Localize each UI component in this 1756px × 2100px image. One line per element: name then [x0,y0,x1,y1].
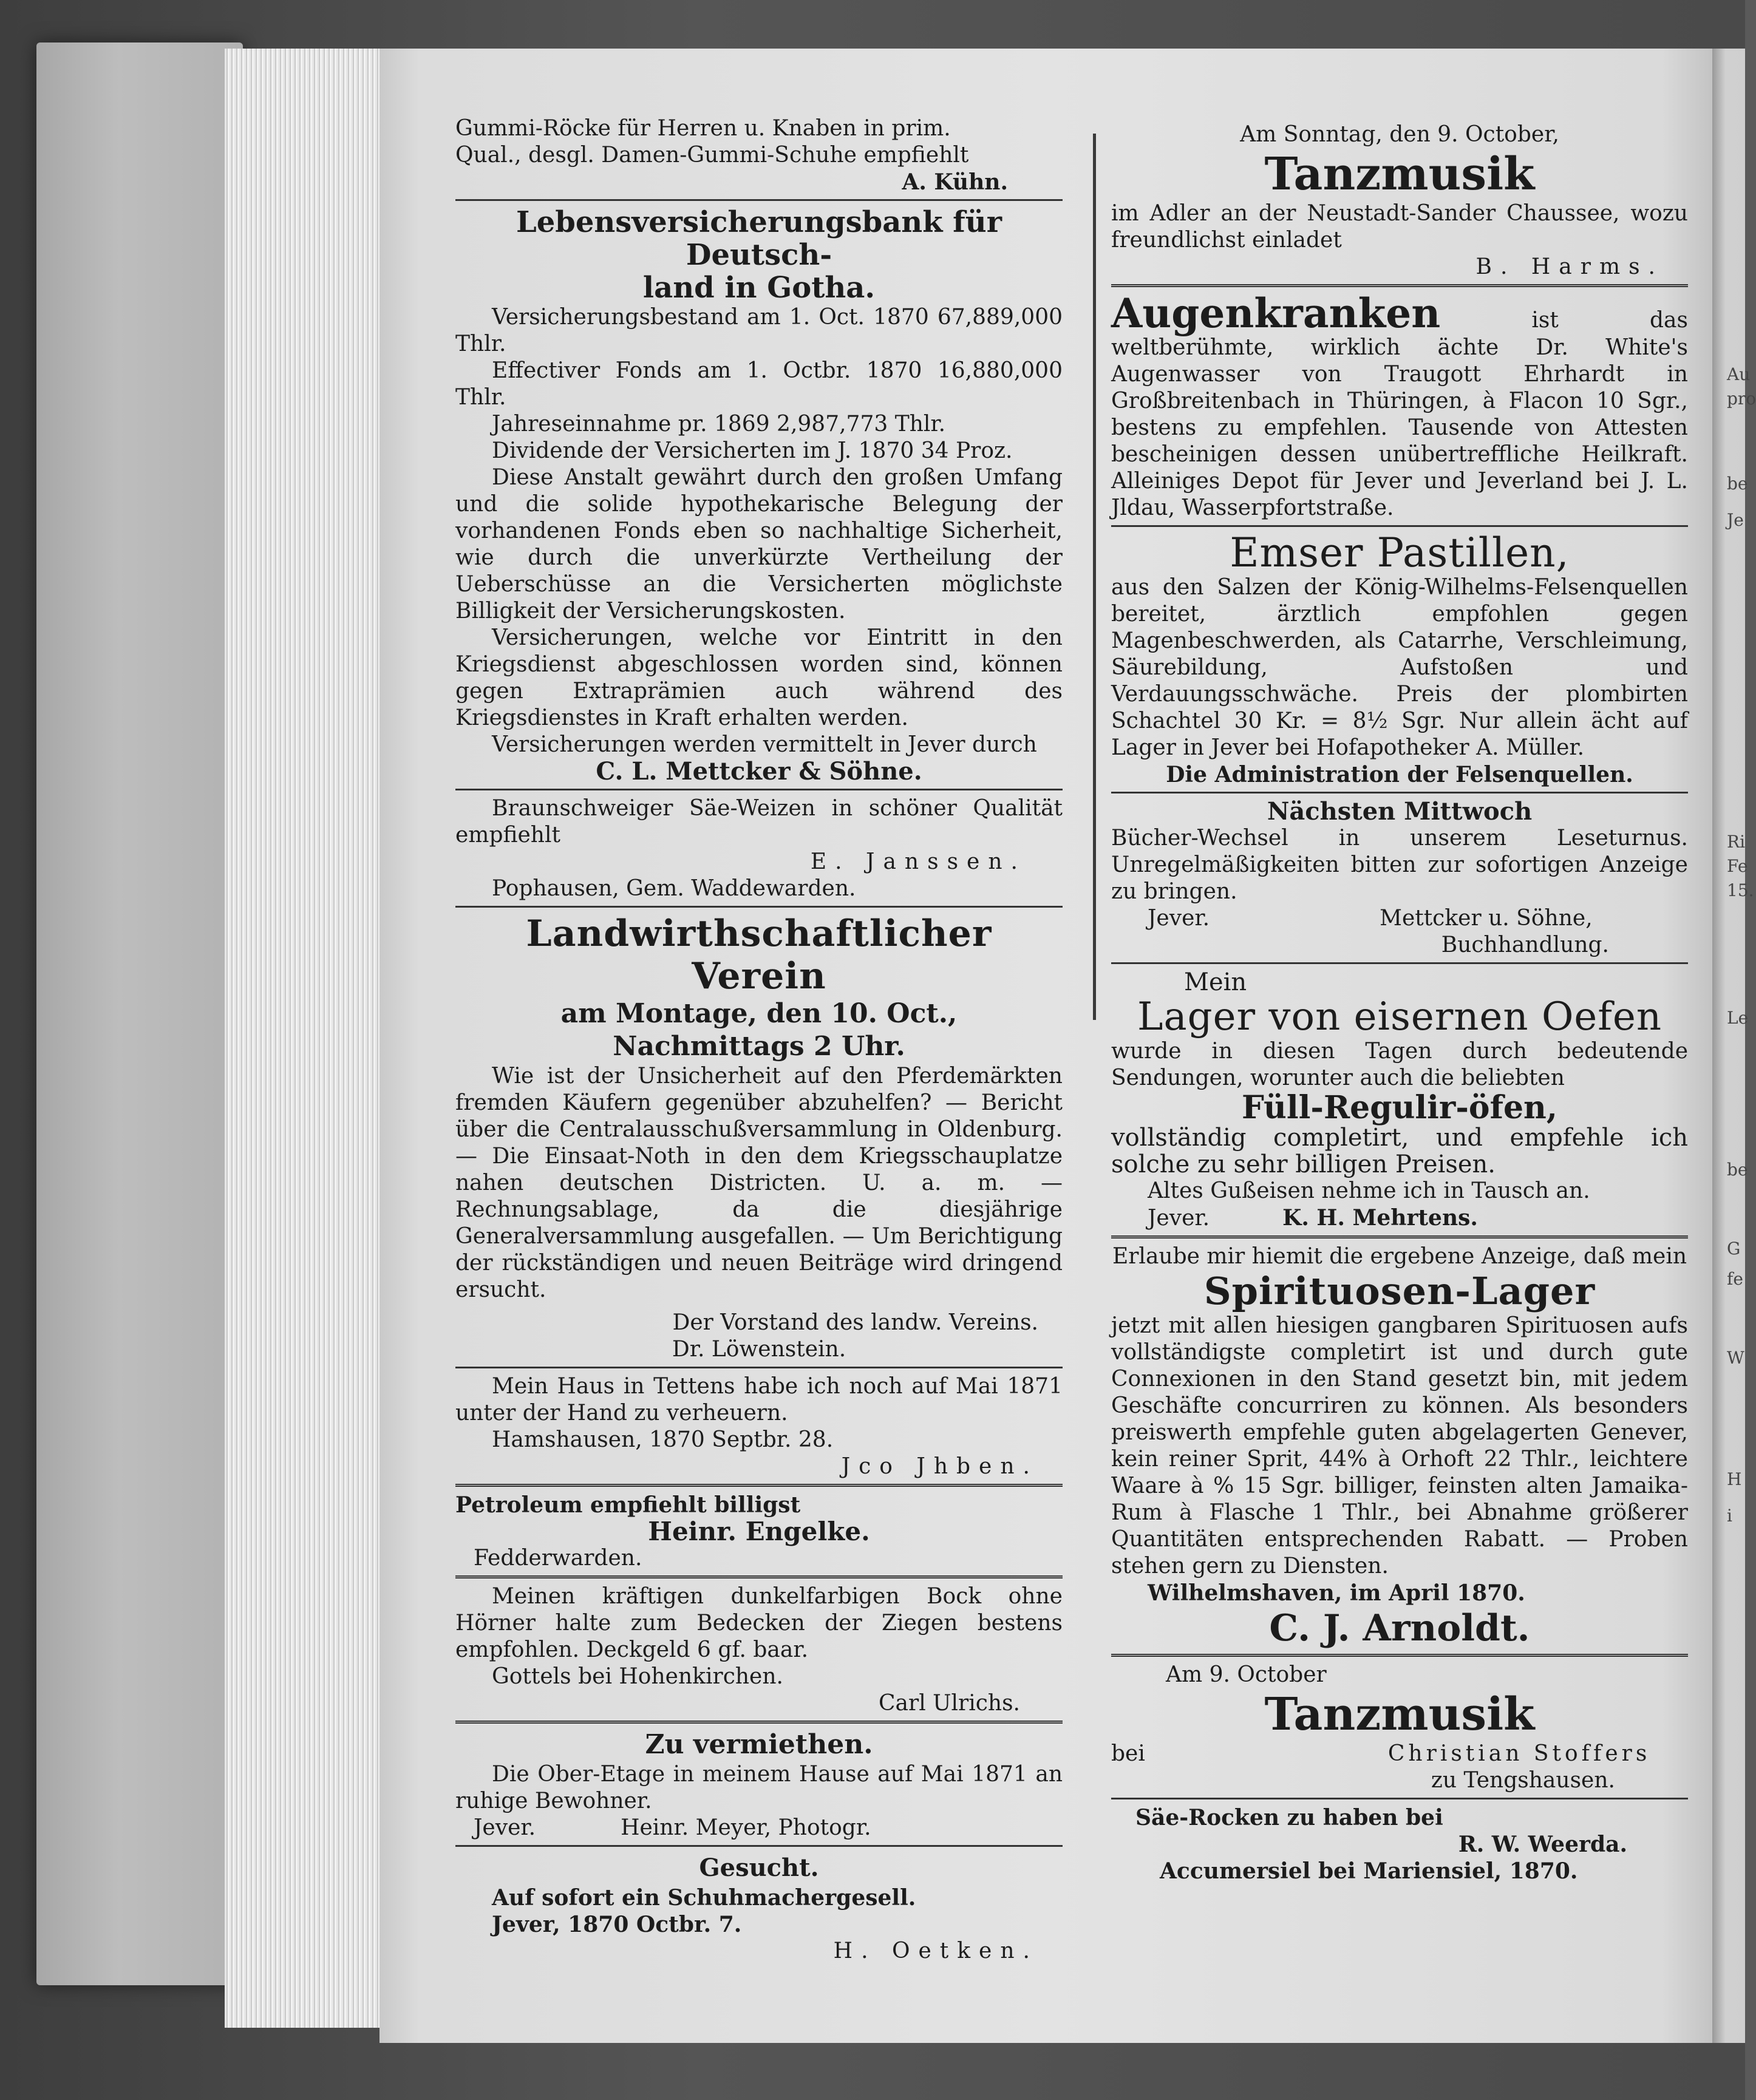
rule [455,789,1063,790]
ad-text: Braunschweiger Säe-Weizen in schöner Qualität empfiehlt [455,796,1063,848]
ad-text: Jahreseinnahme pr. 1869 2,987,773 Thlr. [492,412,946,437]
ad-sign-line [1111,1741,1688,1767]
fragment: i [1727,1506,1732,1526]
fragment: fe [1727,1269,1743,1289]
ad-text: jetzt mit allen hiesigen gangbaren Spirituosen aufs vollständigste completirt ist und durch gute Connexionen in den Stand gesetzt bin, mit jedem Geschäfte concurriren zu können. Als besonders preiswerth empfehle guten abgelagerten Genever, kein reiner Sprit, 44% à Orhoft 22 Thlr., leichtere Waare à % 15 Sgr. billiger, feinsten alten Jamaika-Rum à Flasche 1 Thlr., bei Abnahme größerer Quantitäten entsprechenden Rabatt. — Proben stehen gern zu Diensten. [1111,1313,1688,1578]
ad-text: Erlaube mir hiemit die ergebene Anzeige, daß mein [1112,1244,1687,1269]
ad-title: Landwirthschaftlicher Verein [526,912,992,997]
fragment: Au [1727,364,1751,384]
ad-text: Die Ober-Etage in meinem Hause auf Mai 1871 an ruhige Bewohner. [455,1762,1063,1813]
ad-text: Altes Gußeisen nehme ich in Tausch an. [1148,1178,1590,1203]
ad-text: Am Sonntag, den 9. October, [1240,122,1559,147]
ad-title: Lager von eisernen Oefen [1137,994,1662,1039]
ad-title: land in Gotha. [642,271,876,305]
rule [1111,1654,1688,1657]
ad-text: Diese Anstalt gewährt durch den großen Umfang und die solide hypothekarische Belegung der vorhandenen Fonds eben so nachhaltige Sicherheit, wie durch die unverkürzte Vertheilung der Ueberschüsse an die Versicherten möglichste Billigkeit der Versicherungskosten. [455,465,1063,624]
ad-text: Gummi-Röcke für Herren u. Knaben in prim. [455,116,951,141]
ad-text: Petroleum empfiehlt billigst [455,1492,801,1518]
ad-text: Mein [1184,968,1247,996]
ad-text: wurde in diesen Tagen durch bedeutende Sendungen, worunter auch die beliebten [1111,1039,1688,1090]
fragment: Le [1727,1008,1749,1028]
rule [1111,525,1688,527]
ad-signature: B. Harms. [1475,254,1664,279]
ad-petroleum [455,1492,1063,1572]
ad-text: vollständig completirt, und empfehle ich solche zu sehr billigen Preisen. [1111,1124,1688,1178]
ad-signature: Heinr. Engelke. [648,1517,870,1546]
ad-title: Gesucht. [699,1854,819,1882]
ad-sign-line [1111,905,1688,932]
ad-signature: H. Oetken. [833,1939,1038,1963]
rule [455,1484,1063,1487]
ad-tanzmusik-adler [1111,121,1688,280]
ad-text: Bücher-Wechsel in unserem Leseturnus. Unregelmäßigkeiten bitten zur sofortigen Anzeige zu bringen. [1111,826,1688,904]
ad-highlight: Füll-Regulir-öfen, [1242,1089,1557,1126]
ad-text: Versicherungsbestand am 1. Oct. 1870 67,889,000 Thlr. [455,305,1063,356]
ad-signature: Heinr. Meyer, Photogr. [621,1815,871,1840]
ad-text: im Adler an der Neustadt-Sander Chaussee, wozu freundlichst einladet [1111,201,1688,253]
ad-signature: Christian Stoffers [1387,1741,1651,1766]
ad-text: Pophausen, Gem. Waddewarden. [492,876,856,901]
ad-signature: A. Kühn. [902,169,1008,195]
ad-text: Versicherungen werden vermittelt in Jever durch [492,732,1037,757]
ad-lebensversicherung [455,206,1063,785]
ad-gummi-roecke [455,115,1063,195]
ad-text: Am 9. October [1166,1662,1327,1687]
right-column [1111,121,1688,1884]
ad-title: Tanzmusik [1264,1688,1535,1741]
fragment: W [1727,1348,1744,1368]
ad-eiserne-oefen [1111,969,1688,1232]
ad-saeweizen [455,795,1063,902]
ad-text: Wilhelmshaven, im April 1870. [1148,1580,1525,1606]
ad-text: Effectiver Fonds am 1. Octbr. 1870 16,880,000 Thlr. [455,358,1063,410]
ad-text: Jever, 1870 Octbr. 7. [492,1912,742,1937]
ad-text: Gottels bei Hohenkirchen. [492,1664,783,1689]
ad-lead: Augenkranken [1111,290,1441,337]
rule [455,1845,1063,1847]
fragment: be [1727,474,1748,494]
ad-title: Spirituosen-Lager [1203,1269,1596,1313]
ad-sign-line [455,1815,1063,1841]
ad-signature: Carl Ulrichs. [878,1691,1020,1716]
fragment: Fe [1727,856,1748,876]
ad-sign-line [1111,1205,1688,1232]
rule [1111,284,1688,287]
ad-text-block [1111,292,1688,522]
ad-tanzmusik-stoffers [1111,1662,1688,1794]
fragment: 15. [1727,880,1754,900]
rule [1111,1798,1688,1799]
ad-text: Qual., desgl. Damen-Gummi-Schuhe empfiehlt [455,143,969,168]
ad-signature: C. J. Arnoldt. [1269,1607,1530,1650]
ad-text: Versicherungen, welche vor Eintritt in den Kriegsdienst abgeschlossen worden sind, können gegen Extraprämien auch während des Kriegsdienstes in Kraft erhalten werden. [455,625,1063,730]
column-divider [1093,134,1096,1020]
ad-text: Fedderwarden. [474,1546,642,1571]
fragment: be [1727,1160,1748,1180]
ad-saerocken [1111,1804,1688,1884]
ad-place: Jever. [1148,1206,1210,1231]
ad-place: Jever. [1148,906,1210,931]
ad-subtitle: Nachmittags 2 Uhr. [613,1031,905,1062]
ad-text: Hamshausen, 1870 Septbr. 28. [492,1427,834,1452]
ad-text: ist das weltberühmte, wirklich ächte Dr. White's Augenwasser von Traugott Ehrhardt in Großbreitenbach in Thüringen, à Flacon 10 Sgr., bestens zu empfehlen. Tausende von Attesten bescheinigen dessen unübertreffliche Heilkraft. Alleiniges Depot für Jever und Jeverland bei J. L. Jldau, Wasserpfortstraße. [1111,308,1688,520]
ad-text: Mein Haus in Tettens habe ich noch auf Mai 1871 unter der Hand zu verheuern. [455,1374,1063,1425]
ad-signature: E. Janssen. [810,849,1026,874]
rule [1111,792,1688,793]
rule [455,906,1063,908]
ad-signature: Die Administration der Felsenquellen. [1166,762,1633,787]
ad-text: Wie ist der Unsicherheit auf den Pferdemärkten fremden Käufern gegenüber abzuhelfen? — Bericht über die Centralausschußversammlung in Oldenburg. — Die Einsaat-Noth in den dem Kriegsschauplatze nahen deutschen Districten. U. a. m. — Rechnungsablage, da die diesjährige Generalversammlung ausgefallen. — Um Berichtigung der rückständigen und neuen Beiträge wird dringend ersucht. [455,1064,1063,1302]
ad-emser-pastillen [1111,529,1688,788]
fragment: G [1727,1239,1741,1259]
rule [455,199,1063,201]
fragment: Je [1727,510,1744,530]
ad-landwirthschaftlicher-verein [455,912,1063,1363]
rule [455,1575,1063,1578]
ad-text: Meinen kräftigen dunkelfarbigen Bock ohne Hörner halte zum Bedecken der Ziegen bestens empfohlen. Deckgeld 6 gf. baar. [455,1584,1063,1662]
ad-zu-vermiethen [455,1728,1063,1841]
ad-text: Buchhandlung. [1441,933,1609,957]
ad-title: Nächsten Mittwoch [1267,797,1533,826]
ad-spirituosen-lager [1111,1243,1688,1650]
ad-signature: Der Vorstand des landw. Vereins. [672,1310,1038,1335]
rule [1111,962,1688,964]
ad-place: Jever. [474,1815,536,1840]
ad-text: aus den Salzen der König-Wilhelms-Felsenquellen bereitet, ärztlich empfohlen gegen Magenbeschwerden, als Catarrhe, Verschleimung, Säurebildung, Aufstoßen und Verdauungsschwäche. Preis der plombirten Schachtel 30 Kr. = 8½ Sgr. Nur allein ächt auf Lager in Jever bei Hofapotheker A. Müller. [1111,575,1688,760]
rule [1111,1235,1688,1239]
ad-text: Accumersiel bei Mariensiel, 1870. [1160,1858,1578,1884]
ad-signature: Mettcker u. Söhne, [1380,906,1593,931]
ad-augenkranken [1111,292,1688,522]
fragment: H [1727,1469,1742,1489]
fragment: pro [1727,389,1756,409]
ad-title: Emser Pastillen, [1230,529,1570,576]
ad-subtitle: am Montage, den 10. Oct., [560,998,958,1029]
ad-signature: C. L. Mettcker & Söhne. [596,757,922,786]
ad-signature: Dr. Löwenstein. [672,1337,846,1362]
rule [455,1721,1063,1724]
ad-text: Säe-Rocken zu haben bei [1135,1805,1443,1830]
ad-text: Dividende der Versicherten im J. 1870 34 Proz. [492,438,1013,463]
ad-haus-tettens [455,1373,1063,1480]
ad-title: Lebensversicherungsbank für Deutsch- [516,205,1002,272]
next-page-fragment [1724,49,1756,2043]
book-cover [36,42,243,1985]
ad-text: Auf sofort ein Schuhmachergesell. [492,1885,916,1911]
ad-text: bei [1111,1741,1145,1766]
ad-gesucht [455,1852,1063,1965]
ad-naechsten-mittwoch [1111,798,1688,959]
page-edges [225,49,389,2028]
ad-bock [455,1583,1063,1717]
ad-signature: Jco Jhben. [841,1454,1038,1479]
ad-title: Zu vermiethen. [645,1729,873,1760]
left-column [455,115,1063,1965]
rule [455,1367,1063,1368]
ad-signature: R. W. Weerda. [1458,1832,1627,1857]
ad-text: zu Tengshausen. [1431,1768,1615,1793]
ad-signature: K. H. Mehrtens. [1282,1205,1478,1231]
ad-title: Tanzmusik [1264,148,1535,200]
fragment: Ri [1727,832,1746,852]
